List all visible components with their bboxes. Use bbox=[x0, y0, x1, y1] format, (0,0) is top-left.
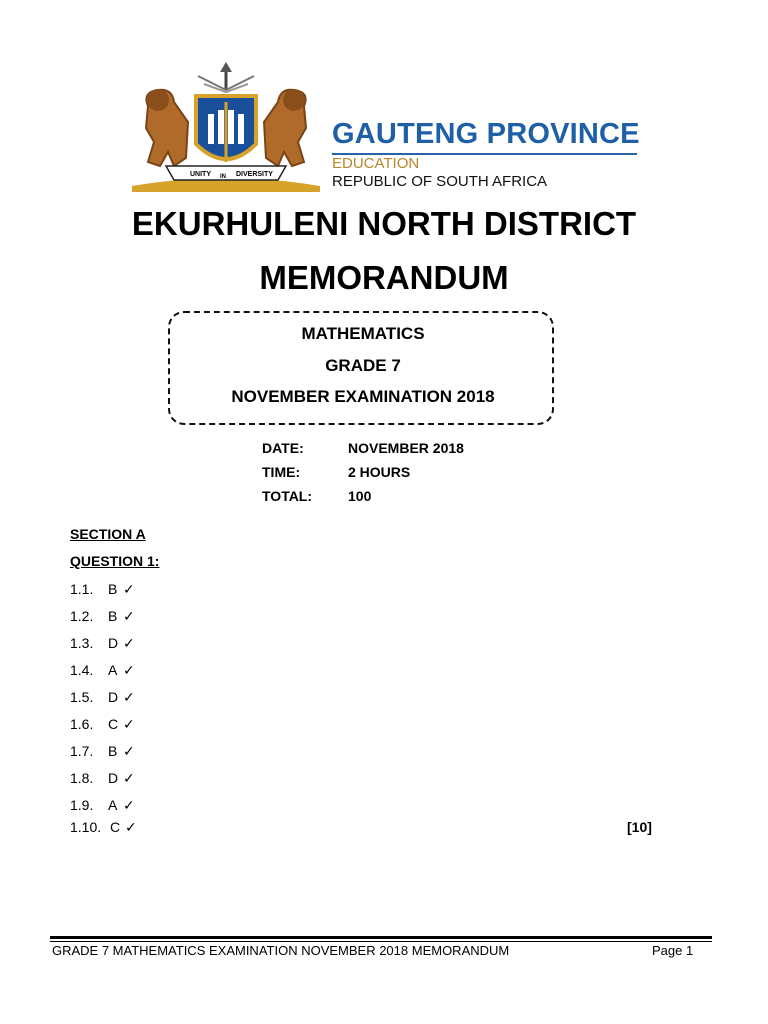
grade-label: GRADE 7 bbox=[325, 356, 401, 375]
answer-letter: B bbox=[108, 743, 118, 759]
answer-row bbox=[70, 743, 670, 763]
total-value: 100 bbox=[348, 488, 372, 504]
answer-letter: D bbox=[108, 635, 119, 651]
answer-letter: C bbox=[108, 716, 119, 732]
answer-number: 1.9. bbox=[70, 797, 94, 813]
answer-number: 1.2. bbox=[70, 608, 94, 624]
answer-letter: B bbox=[108, 608, 118, 624]
exam-label: NOVEMBER EXAMINATION 2018 bbox=[231, 387, 495, 406]
answer-row bbox=[70, 819, 670, 839]
answer-row bbox=[70, 689, 670, 709]
section-heading: SECTION A bbox=[70, 526, 146, 542]
answer-row bbox=[70, 797, 670, 817]
answer-letter: D bbox=[108, 770, 119, 786]
checkmark-icon: ✓ bbox=[123, 770, 135, 786]
answer-letter: C bbox=[110, 819, 121, 835]
answer-number: 1.7. bbox=[70, 743, 94, 759]
answer-row bbox=[70, 716, 670, 736]
checkmark-icon: ✓ bbox=[123, 743, 135, 759]
answer-number: 1.6. bbox=[70, 716, 94, 732]
checkmark-icon: ✓ bbox=[123, 581, 135, 597]
answer-row bbox=[70, 581, 670, 601]
total-label: TOTAL: bbox=[262, 488, 313, 504]
motto-mid-text: IN bbox=[220, 174, 226, 180]
coat-of-arms-logo bbox=[128, 62, 324, 192]
question-total-marks: [10] bbox=[627, 819, 652, 835]
answer-row bbox=[70, 608, 670, 628]
answer-row bbox=[70, 635, 670, 655]
answer-number: 1.3. bbox=[70, 635, 94, 651]
answer-number: 1.10. bbox=[70, 819, 102, 835]
footer-divider bbox=[50, 936, 712, 939]
answer-letter: A bbox=[108, 662, 118, 678]
date-label: DATE: bbox=[262, 440, 304, 456]
answer-letter: A bbox=[108, 797, 118, 813]
answer-number: 1.8. bbox=[70, 770, 94, 786]
motto-right-text: DIVERSITY bbox=[236, 171, 273, 178]
checkmark-icon: ✓ bbox=[123, 635, 135, 651]
checkmark-icon: ✓ bbox=[123, 662, 135, 678]
checkmark-icon: ✓ bbox=[125, 819, 137, 835]
subject-label: MATHEMATICS bbox=[301, 324, 425, 343]
date-value: NOVEMBER 2018 bbox=[348, 440, 464, 456]
answer-letter: B bbox=[108, 581, 118, 597]
motto-left-text: UNITY bbox=[190, 171, 211, 178]
logo-subtitle: EDUCATION bbox=[332, 155, 420, 172]
page-number: Page 1 bbox=[652, 943, 694, 958]
checkmark-icon: ✓ bbox=[123, 716, 135, 732]
time-value: 2 HOURS bbox=[348, 464, 411, 480]
document-title: MEMORANDUM bbox=[259, 259, 509, 296]
answer-number: 1.4. bbox=[70, 662, 94, 678]
checkmark-icon: ✓ bbox=[123, 608, 135, 624]
question-heading: QUESTION 1: bbox=[70, 553, 160, 569]
checkmark-icon: ✓ bbox=[123, 689, 135, 705]
checkmark-icon: ✓ bbox=[123, 797, 135, 813]
answer-row bbox=[70, 662, 670, 682]
footer-divider-thin bbox=[50, 941, 712, 942]
district-title: EKURHULENI NORTH DISTRICT bbox=[131, 205, 637, 242]
answer-number: 1.1. bbox=[70, 581, 94, 597]
logo-country: REPUBLIC OF SOUTH AFRICA bbox=[332, 173, 548, 190]
time-label: TIME: bbox=[262, 464, 301, 480]
logo-title: GAUTENG PROVINCE bbox=[332, 118, 640, 150]
answer-number: 1.5. bbox=[70, 689, 94, 705]
answer-row bbox=[70, 770, 670, 790]
footer-text: GRADE 7 MATHEMATICS EXAMINATION NOVEMBER 2018 MEMORANDUM bbox=[52, 943, 510, 958]
answer-letter: D bbox=[108, 689, 119, 705]
